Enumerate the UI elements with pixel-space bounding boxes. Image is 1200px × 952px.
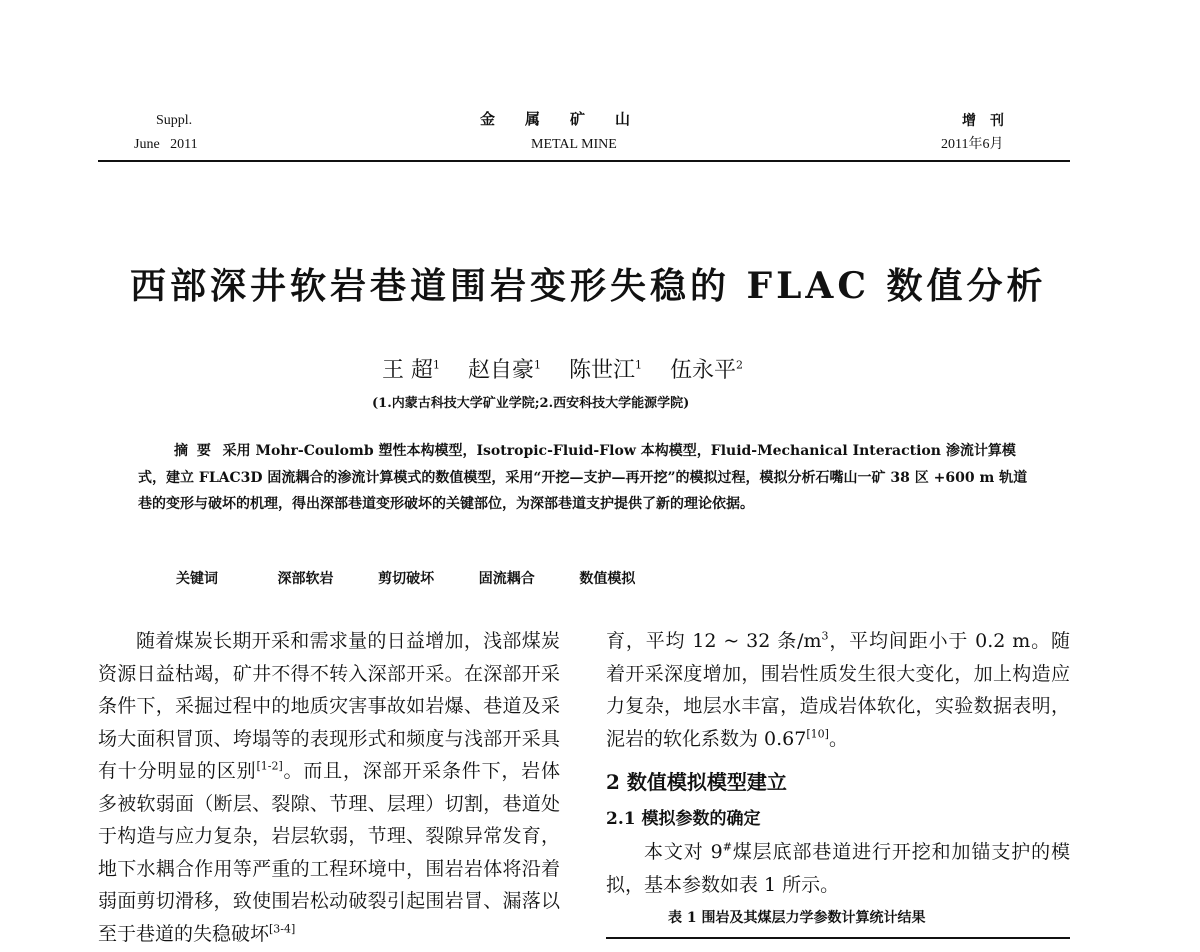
header-journal-cn: 金属矿山 [480, 112, 661, 128]
right-paragraph-end: 。 [828, 727, 848, 750]
keyword-item: 数值模拟 [579, 571, 636, 587]
right-paragraph-2-text-b: 煤层底部巷道进行开挖和加锚支护的模拟，基本参数如表 1 所示。 [606, 841, 1070, 896]
abstract-text: 采用 Mohr-Coulomb 塑性本构模型，Isotropic-Fluid-Flow 本构模型，Fluid-Mechanical Interaction 渗流计算模式，建立 FLAC3D 固流耦合的渗流计算模式的数值模型，采用“开挖—支护—再开挖”的模拟过程，模拟分析石嘴山一矿 38 区 +600 m 轨道巷的变形与破坏的机理，得出深部巷道变形破坏的关键部位，为深部巷道支护提供了新的理论依据。 [138, 443, 1028, 512]
right-paragraph-text-a: 育，平均 12 ~ 32 条/m [606, 630, 822, 652]
keyword-item: 深部软岩 [277, 571, 334, 587]
author-affiliation-mark: 2 [736, 358, 743, 372]
left-paragraph-text-a: 随着煤炭长期开采和需求量的日益增加，浅部煤炭资源日益枯竭，矿井不得不转入深部开采。在深部开采条件下，采掘过程中的地质灾害事故如岩爆、巷道及采场大面积冒顶、垮塌等的表现形式和频度与浅部开采具有十分明显的区别 [98, 630, 560, 782]
right-paragraph-2-wrap [606, 836, 1070, 901]
left-paragraph-1 [98, 625, 560, 950]
table-caption: 表 1 围岩及其煤层力学参数计算统计结果 [668, 910, 926, 926]
header-date-en: June 2011 [134, 137, 198, 152]
abstract [138, 438, 1030, 518]
header-journal-en: METAL MINE [531, 137, 617, 152]
keywords [176, 568, 635, 588]
paper-title: 西部深井软岩巷道围岩变形失稳的 FLAC 数值分析 [130, 265, 1047, 307]
abstract-label: 摘 要 [174, 443, 213, 459]
seam-superscript: # [722, 840, 732, 854]
left-paragraph-text-b: 。而且，深部开采条件下，岩体多被软弱面（断层、裂隙、节理、层理）切割，巷道处于构造与应力复杂，岩层软弱，节理、裂隙异常发育，地下水耦合作用等严重的工程环境中，围岩岩体将沿着弱面剪切滑移，致使围岩松动破裂引起围岩冒、漏落以至于巷道的失稳破坏 [98, 760, 560, 945]
unit-superscript: 3 [821, 629, 829, 643]
header-rule [98, 160, 1070, 162]
keyword-item: 固流耦合 [478, 571, 535, 587]
section-heading-2: 2 数值模拟模型建立 [606, 770, 787, 794]
keyword-item: 剪切破坏 [378, 571, 435, 587]
citation-ref: [1-2] [256, 759, 283, 773]
citation-ref: [10] [806, 727, 829, 741]
keywords-label: 关键词 [176, 571, 218, 587]
header-suppl: Suppl. [156, 113, 193, 128]
author-name: 赵自豪 [467, 358, 534, 383]
right-paragraph-text-b: ，平均间距小于 0.2 m。随着开采深度增加，围岩性质发生很大变化，加上构造应力复杂，地层水丰富，造成岩体软化，实验数据表明，泥岩的软化系数为 0.67 [606, 630, 1070, 750]
author-affiliation-mark: 1 [635, 358, 642, 372]
section-heading-2-1: 2.1 模拟参数的确定 [606, 809, 761, 829]
affiliations: (1.内蒙古科技大学矿业学院;2.西安科技大学能源学院) [372, 396, 690, 411]
author-name: 陈世江 [568, 358, 635, 383]
header-date-cn: 2011年6月 [941, 137, 1004, 152]
left-column [98, 625, 560, 950]
author-affiliation-mark: 1 [433, 358, 440, 372]
author-name: 伍永平 [669, 358, 736, 383]
citation-ref: [3-4] [269, 922, 296, 936]
right-paragraph-2-text-a: 本文对 9 [644, 841, 723, 863]
right-paragraph-1 [606, 625, 1070, 755]
right-paragraph-2 [606, 836, 1070, 901]
author-affiliation-mark: 1 [534, 358, 541, 372]
right-column [606, 625, 1070, 755]
author-name: 王 超 [382, 358, 433, 383]
table-top-rule [606, 937, 1070, 939]
header-suppl-cn: 增刊 [962, 114, 1018, 129]
author-list [382, 353, 743, 384]
